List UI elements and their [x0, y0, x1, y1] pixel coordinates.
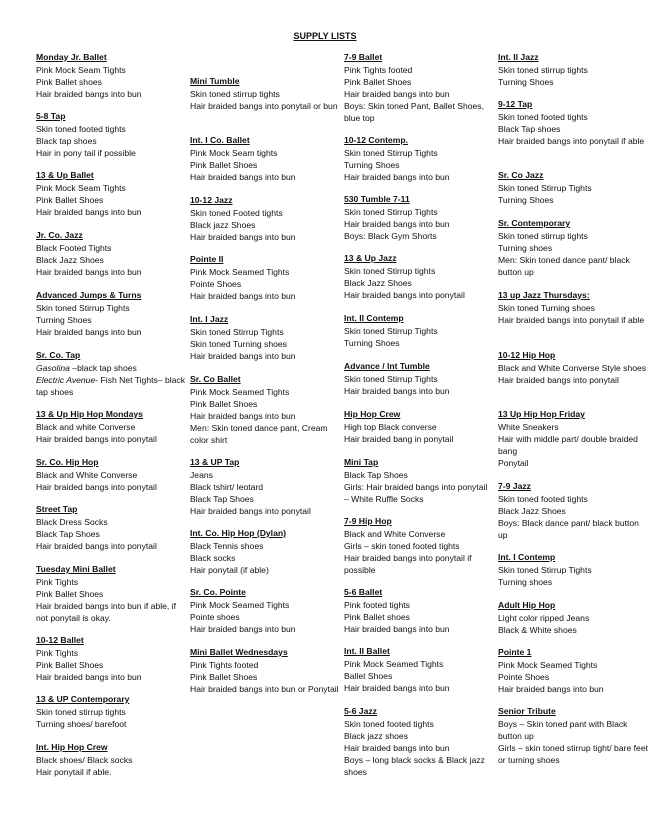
class-section	[344, 135, 494, 184]
class-section	[190, 76, 340, 113]
supply-item: Jeans	[190, 469, 213, 480]
supply-item: Skin toned stirrup tights	[498, 64, 588, 75]
supply-item: Hair in pony tail if possible	[36, 147, 136, 158]
class-title: 5-8 Tap	[36, 111, 66, 121]
supply-item: Black and White Converse	[344, 528, 446, 539]
supply-item: Black & White shoes	[498, 624, 577, 635]
supply-item: Pink Tights	[36, 576, 79, 587]
class-section	[190, 528, 340, 577]
supply-item: Skin toned footed tights	[498, 493, 588, 504]
supply-item: Skin toned Stirrup Tights	[498, 182, 592, 193]
class-title: Tuesday Mini Ballet	[36, 564, 116, 574]
class-title: Advance / Int Tumble	[344, 361, 430, 371]
supply-item: Hair braided bangs into bun	[344, 171, 450, 182]
class-section	[498, 706, 648, 767]
supply-item: Hair braided bangs into bun	[344, 88, 450, 99]
class-section	[498, 481, 648, 542]
class-title: Hip Hop Crew	[344, 409, 401, 419]
class-title: 10-12 Jazz	[190, 195, 233, 205]
supply-item: Pink Mock Seamed Tights	[190, 266, 290, 277]
supply-item: Pointe Shoes	[190, 278, 242, 289]
class-section	[36, 230, 186, 279]
supply-item: Skin toned Footed tights	[190, 207, 283, 218]
class-title: 530 Tumble 7-11	[344, 194, 410, 204]
supply-item: Skin toned stirrup tights	[498, 230, 588, 241]
supply-item: Black Jazz Shoes	[36, 254, 104, 265]
supply-item: Pink Mock Seam Tights	[36, 64, 126, 75]
supply-item: Girls – skin toned footed tights	[344, 540, 460, 551]
supply-item: Girls: Hair braided bangs into ponytail – White Ruffle Socks	[344, 481, 488, 504]
supply-item: Skin toned Stirrup Tights	[498, 564, 592, 575]
class-title: Int. II Jazz	[498, 52, 539, 62]
class-section	[498, 170, 648, 207]
class-section	[190, 647, 340, 696]
class-section	[344, 361, 494, 398]
supply-item-text: - Fish Net Tights– black tap shoes	[36, 374, 186, 397]
supply-item: Skin toned Stirrup Tights	[36, 302, 130, 313]
supply-item: Black Tap Shoes	[344, 469, 408, 480]
supply-item: Skin toned Stirrup Tights	[344, 373, 438, 384]
class-title: Sr. Co Ballet	[190, 374, 241, 384]
supply-item: Skin toned Stirrup Tights	[344, 325, 438, 336]
supply-item: Turning shoes	[498, 242, 553, 253]
class-title: Sr. Co. Pointe	[190, 587, 246, 597]
class-section	[344, 646, 494, 695]
class-title: Advanced Jumps & Turns	[36, 290, 142, 300]
class-title: Sr. Co. Tap	[36, 350, 81, 360]
supply-item: Turning shoes	[498, 576, 553, 587]
supply-item: Pink Mock Seam Tights	[36, 182, 126, 193]
class-title: Adult Hip Hop	[498, 600, 556, 610]
supply-item	[36, 363, 186, 375]
supply-item: Skin toned stirrup tights	[190, 88, 280, 99]
supply-item: Hair braided bangs into bun	[190, 410, 296, 421]
supply-item: Hair braided bangs into bun	[190, 171, 296, 182]
supply-item: Black tshirt/ leotard	[190, 481, 264, 492]
class-section	[344, 587, 494, 636]
class-section	[498, 52, 648, 89]
class-section	[498, 290, 648, 327]
supply-item: Black Footed Tights	[36, 242, 112, 253]
supply-item: Men: Skin toned dance pant, Cream color shirt	[190, 422, 328, 445]
supply-item: Hair braided bangs into bun	[344, 385, 450, 396]
supply-item: Skin toned Stirrup Tights	[344, 147, 438, 158]
supply-item: Pink Tights footed	[190, 659, 259, 670]
supply-item: Pink Tights	[36, 647, 79, 658]
supply-item: Skin toned Stirrup tights	[344, 265, 436, 276]
supply-item: Boys: Skin toned Pant, Ballet Shoes, blue top	[344, 100, 484, 123]
supply-item: Pink Ballet Shoes	[36, 659, 104, 670]
supply-item: Pink Mock Seam tights	[190, 147, 278, 158]
supply-item: Skin toned footed tights	[498, 111, 588, 122]
class-section	[190, 135, 340, 184]
class-title: 7-9 Ballet	[344, 52, 383, 62]
class-section	[36, 290, 186, 339]
class-title: 13 up Jazz Thursdays:	[498, 290, 590, 300]
supply-item: Black and white Converse	[36, 421, 136, 432]
page-title: SUPPLY LISTS	[293, 31, 357, 41]
class-title: Int. I Co. Ballet	[190, 135, 250, 145]
supply-item: Hair braided bangs into bun if able, if not ponytail is okay.	[36, 600, 176, 623]
supply-item: Hair braided bangs into bun	[36, 326, 142, 337]
supply-item: Skin toned stirrup tights	[36, 706, 126, 717]
class-section	[36, 111, 186, 160]
supply-item: Light color ripped Jeans	[498, 612, 590, 623]
supply-item: Pink Mock Seamed Tights	[190, 386, 290, 397]
supply-item: Boys: Black Gym Shorts	[344, 230, 437, 241]
class-section	[36, 504, 186, 553]
supply-item: Black Tap Shoes	[190, 493, 254, 504]
song-name: Gasolina	[36, 362, 70, 373]
supply-item: Ponytail	[498, 457, 529, 468]
supply-item: Hair braided bangs into ponytail or bun	[190, 100, 338, 111]
supply-item: Hair braided bangs into bun	[36, 671, 142, 682]
supply-item: Turning shoes/ barefoot	[36, 718, 127, 729]
supply-item-text: –black tap shoes	[69, 362, 137, 373]
class-title: Int. I Jazz	[190, 314, 229, 324]
supply-item: Skin toned footed tights	[36, 123, 126, 134]
class-title: Street Tap	[36, 504, 78, 514]
supply-item: Black Tap shoes	[498, 123, 561, 134]
supply-item: Pink Ballet Shoes	[36, 588, 104, 599]
class-section	[344, 253, 494, 302]
class-section	[36, 742, 186, 779]
supply-item: Black socks	[190, 552, 236, 563]
supply-item: Hair braided bangs into ponytail	[36, 540, 157, 551]
supply-item: Hair braided bang in ponytail	[344, 433, 454, 444]
supply-item: Girls – skin toned stirrup tight/ bare feet or turning shoes	[498, 742, 648, 765]
class-section	[36, 170, 186, 219]
class-section	[344, 313, 494, 350]
supply-item: Pink footed tights	[344, 599, 410, 610]
class-title: Int. I Contemp	[498, 552, 556, 562]
song-name: Electric Avenue	[36, 374, 96, 385]
class-section	[498, 647, 648, 696]
class-section	[344, 194, 494, 243]
class-title: 7-9 Jazz	[498, 481, 531, 491]
class-section	[36, 694, 186, 731]
class-section	[498, 218, 648, 279]
class-section	[344, 52, 494, 124]
supply-item: Hair braided bangs into ponytail if able	[498, 135, 645, 146]
class-section	[36, 457, 186, 494]
class-title: Senior Tribute	[498, 706, 556, 716]
supply-item: Pink Ballet Shoes	[36, 194, 104, 205]
supply-item: Pink Ballet Shoes	[190, 398, 258, 409]
supply-item: Hair braided bangs into ponytail if able	[498, 314, 645, 325]
supply-item: Black Dress Socks	[36, 516, 108, 527]
class-section	[498, 99, 648, 148]
supply-item: Black Tap Shoes	[36, 528, 100, 539]
class-section	[190, 195, 340, 244]
class-section	[344, 457, 494, 506]
class-title: Pointe 1	[498, 647, 532, 657]
class-section	[344, 706, 494, 778]
class-title: Pointe II	[190, 254, 224, 264]
class-title: Mini Tumble	[190, 76, 240, 86]
supply-item: Hair braided bangs into bun or Ponytail	[190, 683, 339, 694]
supply-item: Black and White Converse	[36, 469, 138, 480]
supply-item: Hair braided bangs into ponytail	[190, 505, 311, 516]
class-title: Sr. Co Jazz	[498, 170, 544, 180]
class-section	[36, 52, 186, 101]
class-title: Sr. Contemporary	[498, 218, 571, 228]
class-title: 13 & Up Jazz	[344, 253, 397, 263]
supply-item: Skin toned Stirrup Tights	[190, 326, 284, 337]
class-section	[190, 254, 340, 303]
supply-item: Ballet Shoes	[344, 670, 393, 681]
class-section	[190, 587, 340, 636]
supply-item: Black jazz Shoes	[190, 219, 256, 230]
supply-item: Black Tennis shoes	[190, 540, 264, 551]
supply-item: Black tap shoes	[36, 135, 97, 146]
class-title: 13 & UP Tap	[190, 457, 240, 467]
supply-item: Skin toned footed tights	[344, 718, 434, 729]
class-title: Jr. Co. Jazz	[36, 230, 83, 240]
supply-item: Hair braided bangs into bun	[344, 742, 450, 753]
supply-item: Hair braided bangs into bun	[36, 206, 142, 217]
supply-item: Hair braided bangs into bun	[344, 218, 450, 229]
supply-item: Skin toned Turning shoes	[190, 338, 287, 349]
supply-item: Hair braided bangs into bun	[190, 231, 296, 242]
supply-item: Hair braided bangs into bun	[36, 88, 142, 99]
supply-item: Boys – Skin toned pant with Black button up	[498, 718, 628, 741]
class-section	[36, 350, 186, 399]
supply-item: Hair braided bangs into bun	[344, 682, 450, 693]
class-title: 13 & Up Hip Hop Mondays	[36, 409, 143, 419]
supply-item: Hair braided bangs into bun	[190, 623, 296, 634]
supply-item: Pink Mock Seamed Tights	[498, 659, 598, 670]
supply-item: Pointe Shoes	[498, 671, 550, 682]
supply-item: Pink Ballet Shoes	[190, 159, 258, 170]
supply-item: Pink Mock Seamed Tights	[344, 658, 444, 669]
class-section	[498, 552, 648, 589]
class-section	[36, 635, 186, 684]
supply-item: Hair braided bangs into ponytail if possible	[344, 552, 472, 575]
supply-item: Hair braided bangs into bun	[36, 266, 142, 277]
class-section	[498, 350, 648, 387]
class-title: Int. Hip Hop Crew	[36, 742, 108, 752]
supply-item: Boys – long black socks & Black jazz shoes	[344, 754, 485, 777]
supply-item: Turning Shoes	[36, 314, 92, 325]
supply-item: Hair braided bangs into ponytail	[498, 374, 619, 385]
class-title: 7-9 Hip Hop	[344, 516, 392, 526]
supply-item: Turning Shoes	[344, 337, 400, 348]
class-title: Monday Jr. Ballet	[36, 52, 107, 62]
supply-item: Hair with middle part/ double braided bang	[498, 433, 638, 456]
class-title: Mini Ballet Wednesdays	[190, 647, 288, 657]
supply-item: Hair braided bangs into ponytail	[344, 289, 465, 300]
supply-item: Skin toned Turning shoes	[498, 302, 595, 313]
class-section	[190, 374, 340, 446]
class-section	[36, 409, 186, 446]
supply-item: High top Black converse	[344, 421, 437, 432]
class-title: 5-6 Jazz	[344, 706, 377, 716]
class-title: Sr. Co. Hip Hop	[36, 457, 99, 467]
supply-item: Pointe shoes	[190, 611, 240, 622]
class-section	[190, 314, 340, 363]
supply-item	[36, 375, 186, 399]
class-section	[344, 409, 494, 446]
supply-item: Hair braided bangs into bun	[190, 290, 296, 301]
supply-item: Black jazz shoes	[344, 730, 409, 741]
supply-item: Black shoes/ Black socks	[36, 754, 133, 765]
class-title: Mini Tap	[344, 457, 379, 467]
supply-item: Hair braided bangs into bun	[498, 683, 604, 694]
supply-item: Men: Skin toned dance pant/ black button up	[498, 254, 630, 277]
class-section	[190, 457, 340, 518]
class-section	[36, 564, 186, 625]
supply-item: Hair braided bangs into bun	[344, 623, 450, 634]
supply-item: Pink Ballet shoes	[344, 611, 410, 622]
supply-item: Hair braided bangs into ponytail	[36, 481, 157, 492]
class-title: 10-12 Hip Hop	[498, 350, 556, 360]
class-title: 13 & UP Contemporary	[36, 694, 130, 704]
supply-item: Skin toned Stirrup Tights	[344, 206, 438, 217]
supply-item: Hair ponytail (if able)	[190, 564, 269, 575]
supply-item: White Sneakers	[498, 421, 559, 432]
class-title: 13 Up Hip Hop Friday	[498, 409, 585, 419]
supply-item: Black Jazz Shoes	[344, 277, 412, 288]
class-title: Int. II Ballet	[344, 646, 390, 656]
supply-item: Pink Tights footed	[344, 64, 413, 75]
class-title: 9-12 Tap	[498, 99, 533, 109]
class-title: 13 & Up Ballet	[36, 170, 94, 180]
supply-item: Pink Mock Seamed Tights	[190, 599, 290, 610]
class-title: 10-12 Ballet	[36, 635, 84, 645]
class-title: Int. Co. Hip Hop (Dylan)	[190, 528, 286, 538]
supply-item: Hair braided bangs into bun	[190, 350, 296, 361]
supply-item: Pink Ballet shoes	[36, 76, 102, 87]
class-title: 10-12 Contemp.	[344, 135, 408, 145]
class-section	[498, 409, 648, 470]
supply-item: Turning Shoes	[498, 76, 554, 87]
supply-item: Hair ponytail if able.	[36, 766, 112, 777]
supply-item: Pink Ballet Shoes	[344, 76, 412, 87]
supply-item: Hair braided bangs into ponytail	[36, 433, 157, 444]
supply-item: Black and White Converse Style shoes	[498, 362, 647, 373]
supply-item: Turning Shoes	[344, 159, 400, 170]
supply-item: Turning Shoes	[498, 194, 554, 205]
supply-item: Black Jazz Shoes	[498, 505, 566, 516]
class-title: Int. II Contemp	[344, 313, 404, 323]
supply-item: Pink Ballet Shoes	[190, 671, 258, 682]
class-section	[498, 600, 648, 637]
supply-item: Boys: Black dance pant/ black button up	[498, 517, 639, 540]
class-section	[344, 516, 494, 577]
class-title: 5-6 Ballet	[344, 587, 383, 597]
